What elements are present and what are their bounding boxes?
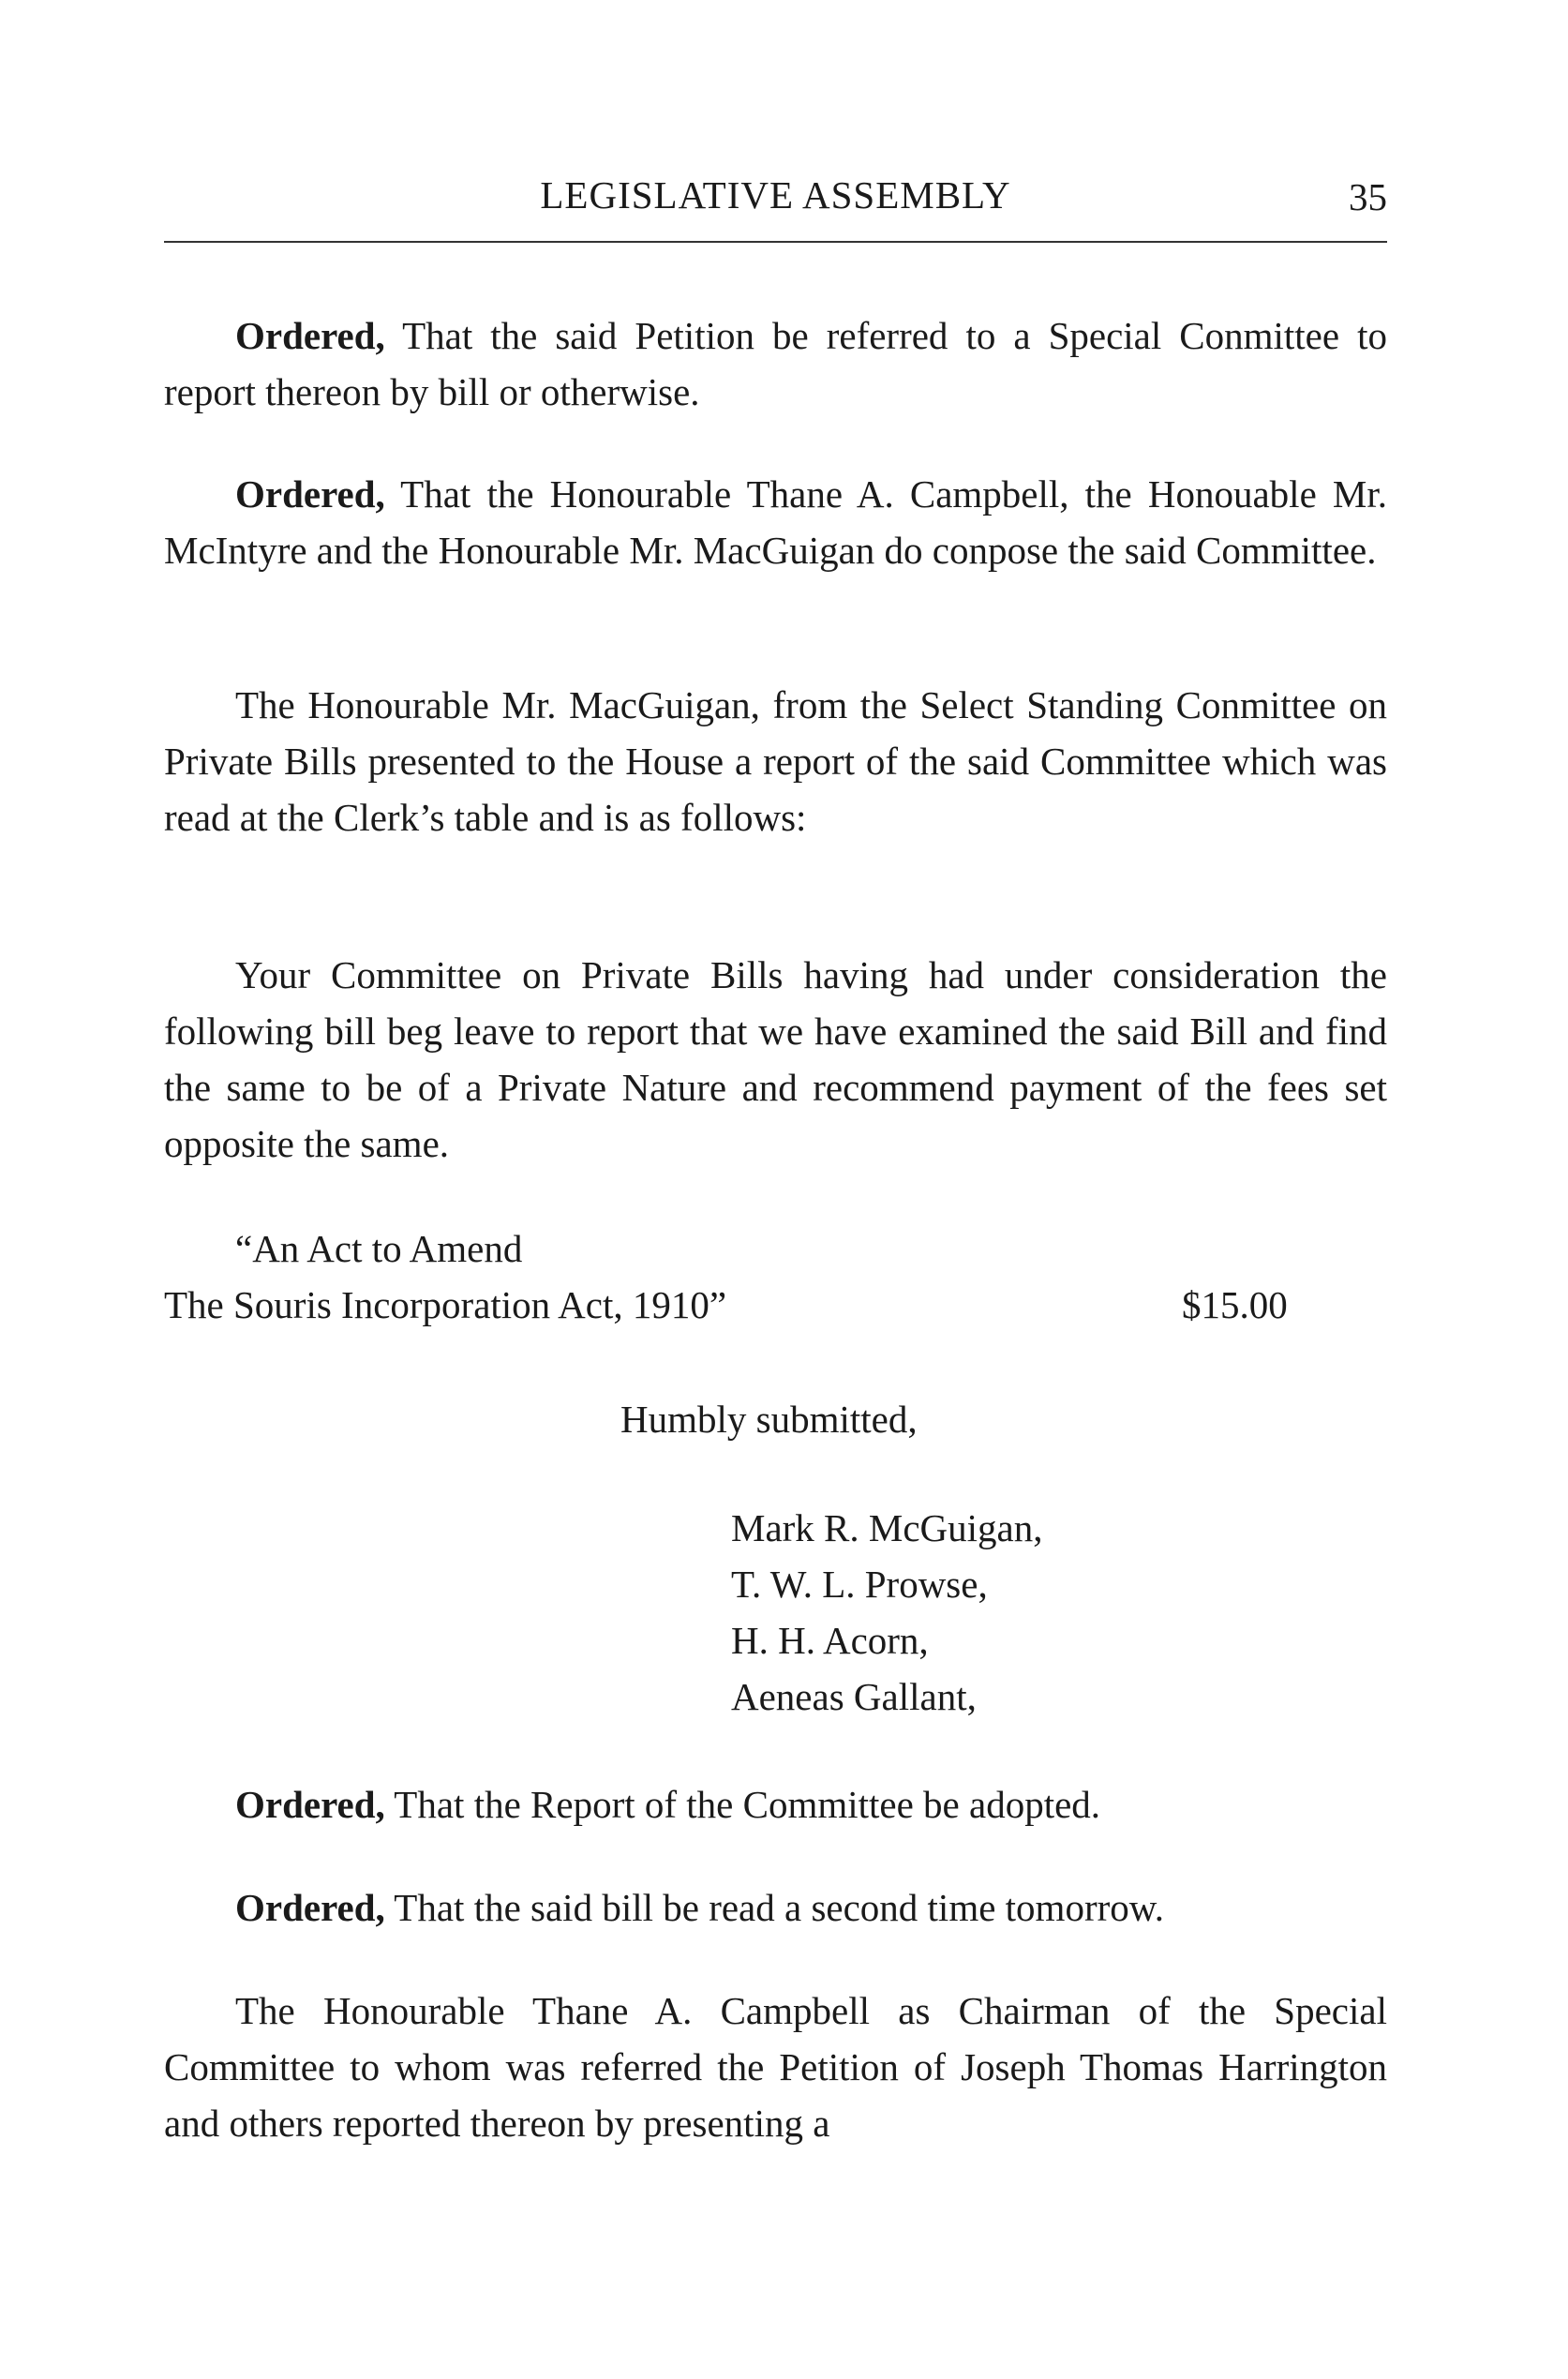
paragraph-text: That the Honourable Thane A. Campbell, the Honouable Mr. McIntyre and the Honourable Mr. MacGuigan do conpose the said Committee. [164, 472, 1387, 572]
header-rule [164, 241, 1387, 243]
signatory: Mark R. McGuigan, [731, 1506, 1043, 1549]
closing-humbly-submitted: Humbly submitted, [620, 1398, 918, 1441]
paragraph-report-presented [164, 677, 1387, 845]
paragraph-text: The Honourable Thane A. Campbell as Chairman of the Special Committee to whom was referred the Petition of Joseph Thomas Harrington and others reported thereon by presenting a [164, 1989, 1387, 2145]
ordered-lead: Ordered, [235, 1886, 385, 1929]
running-title: LEGISLATIVE ASSEMBLY [540, 173, 1011, 217]
signatory: H. H. Acorn, [731, 1619, 929, 1662]
order-text: That the said bill be read a second time tomorrow. [384, 1886, 1164, 1929]
order-second-reading [235, 1879, 1164, 1936]
bill-title-line-1: “An Act to Amend [235, 1227, 523, 1270]
paragraph-text: That the said Petition be referred to a Special Conmittee to report thereon by bill or otherwise. [164, 314, 1387, 413]
ordered-lead: Ordered, [235, 472, 385, 516]
bill-fee: $15.00 [1182, 1283, 1288, 1326]
paragraph-special-committee-report [164, 1982, 1387, 2151]
ordered-lead: Ordered, [235, 314, 385, 357]
order-text: That the Report of the Committee be adopted. [384, 1783, 1101, 1826]
order-report-adopted [235, 1776, 1100, 1833]
paragraph-committee-report [164, 947, 1387, 1172]
paragraph-order-committee-members [164, 466, 1387, 578]
paragraph-text: The Honourable Mr. MacGuigan, from the Select Standing Conmittee on Private Bills presented to the House a report of the said Committee which was read at the Clerk’s table and is as follows: [164, 683, 1387, 839]
paragraph-order-special-committee [164, 307, 1387, 420]
page-number: 35 [1349, 175, 1387, 218]
signatory: Aeneas Gallant, [731, 1675, 977, 1718]
signatory: T. W. L. Prowse, [731, 1563, 988, 1606]
running-head [164, 165, 1387, 231]
ordered-lead: Ordered, [235, 1783, 385, 1826]
bill-title-line-2: The Souris Incorporation Act, 1910” [164, 1283, 727, 1326]
paragraph-text: Your Committee on Private Bills having had under consideration the following bill beg leave to report that we have examined the said Bill and find the same to be of a Private Nature and recommend payment of the fees set opposite the same. [164, 953, 1387, 1165]
